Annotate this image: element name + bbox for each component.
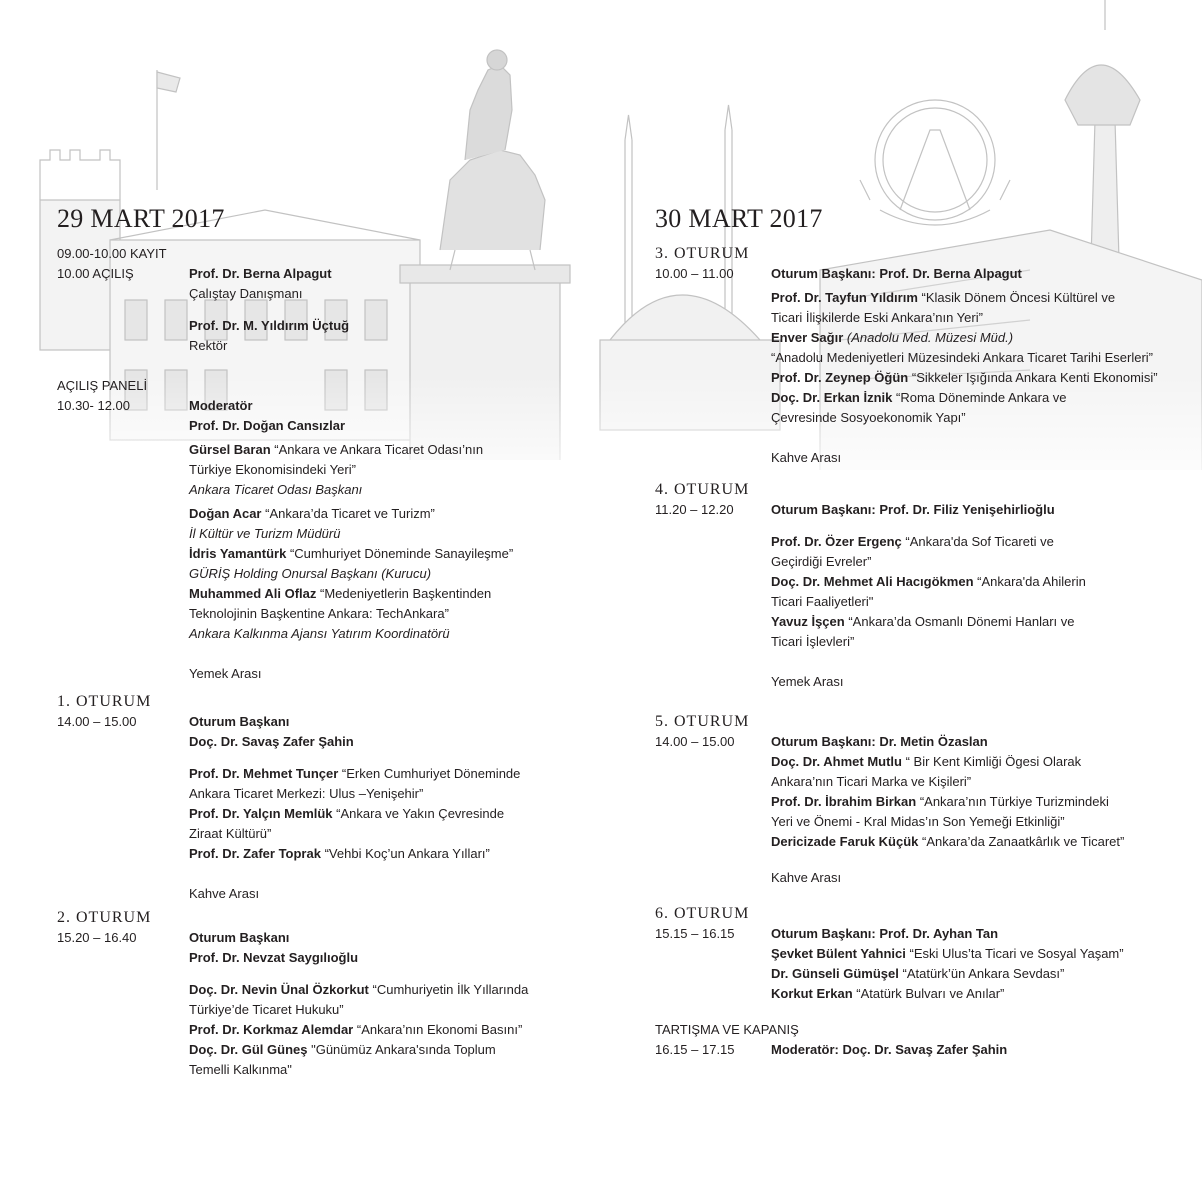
talk-title: Temelli Kalkınma"	[189, 1062, 292, 1077]
speaker-role: İl Kültür ve Turizm Müdürü	[189, 526, 341, 541]
talk-title: “Ankara’da Osmanlı Dönemi Hanları ve	[848, 614, 1075, 629]
speaker-name: Prof. Dr. M. Yıldırım Üçtuğ	[189, 318, 350, 333]
speaker-name: Doç. Dr. Ahmet Mutlu	[771, 754, 902, 769]
speaker-name: Prof. Dr. Berna Alpagut	[189, 266, 332, 281]
talk-title: “Atatürk Bulvarı ve Anılar”	[856, 986, 1005, 1001]
session-4-row	[655, 500, 1175, 692]
speaker-name: Prof. Dr. Zafer Toprak	[189, 846, 321, 861]
talk-title: “Roma Döneminde Ankara ve	[896, 390, 1067, 405]
talk-title: Çevresinde Sosyoekonomik Yapı”	[771, 410, 966, 425]
talk-title: Türkiye Ekonomisindeki Yeri”	[189, 462, 356, 477]
speaker-name: Prof. Dr. Mehmet Tunçer	[189, 766, 339, 781]
speaker-name: Dr. Günseli Gümüşel	[771, 966, 899, 981]
talk-title: “Sikkeler Işığında Ankara Kenti Ekonomisi”	[911, 370, 1158, 385]
session-time: 14.00 – 15.00	[57, 714, 137, 729]
closing-header-row	[655, 1020, 1175, 1040]
speaker-name: Doğan Acar	[189, 506, 262, 521]
speaker-role: Ankara Ticaret Odası Başkanı	[189, 482, 363, 497]
chair-name: Prof. Dr. Nevzat Saygılıoğlu	[189, 950, 359, 965]
session-6-row	[655, 924, 1175, 1004]
chair-label: Oturum Başkanı	[189, 714, 290, 729]
lunch-break: Yemek Arası	[771, 674, 844, 689]
chair-name: Doç. Dr. Savaş Zafer Şahin	[189, 734, 354, 749]
talk-title: Ankara Ticaret Merkezi: Ulus –Yenişehir”	[189, 786, 424, 801]
registration-row	[57, 244, 557, 264]
speaker-name: Prof. Dr. Zeynep Öğün	[771, 370, 909, 385]
session-time: 11.20 – 12.20	[655, 502, 734, 517]
talk-title: Ticari İşlevleri”	[771, 634, 855, 649]
talk-title: “Anadolu Medeniyetleri Müzesindeki Ankara Ticaret Tarihi Eserleri”	[771, 350, 1153, 365]
coffee-break: Kahve Arası	[771, 870, 842, 885]
session-time: 15.20 – 16.40	[57, 930, 137, 945]
talk-title: Geçirdiği Evreler”	[771, 554, 872, 569]
talk-title: “Ankara’da Zanaatkârlık ve Ticaret”	[922, 834, 1125, 849]
speaker-name: Prof. Dr. Özer Ergenç	[771, 534, 902, 549]
session-time: 15.15 – 16.15	[655, 926, 735, 941]
session-5-title: 5. OTURUM	[655, 713, 750, 730]
speaker-role: Çalıştay Danışmanı	[189, 286, 303, 301]
speaker-name: Gürsel Baran	[189, 442, 271, 457]
speaker-name: Prof. Dr. Tayfun Yıldırım	[771, 290, 918, 305]
session-3-row	[655, 264, 1175, 468]
speaker-name: Enver Sağır	[771, 330, 844, 345]
talk-title: Ticari İlişkilerde Eski Ankara’nın Yeri”	[771, 310, 983, 325]
day-1-column	[57, 204, 557, 1080]
talk-title: “ Bir Kent Kimliği Ögesi Olarak	[905, 754, 1082, 769]
chair-name: Oturum Başkanı: Dr. Metin Özaslan	[771, 734, 988, 749]
day-2-column	[655, 204, 1175, 1060]
talk-title: “Ankara'da Ahilerin	[977, 574, 1086, 589]
talk-title: “Ankara ve Yakın Çevresinde	[336, 806, 505, 821]
talk-title: Yeri ve Önemi - Kral Midas’ın Son Yemeği Etkinliği”	[771, 814, 1065, 829]
speaker-name: Şevket Bülent Yahnici	[771, 946, 906, 961]
session-2-row	[57, 928, 557, 1080]
talk-title: “Vehbi Koç’un Ankara Yılları”	[324, 846, 490, 861]
speaker-name: Muhammed Ali Oflaz	[189, 586, 317, 601]
talk-title: “Erken Cumhuriyet Döneminde	[341, 766, 521, 781]
talk-title: “Cumhuriyetin İlk Yıllarında	[372, 982, 529, 997]
closing-row	[655, 1040, 1175, 1060]
closing-moderator: Moderatör: Doç. Dr. Savaş Zafer Şahin	[771, 1042, 1008, 1057]
opening-label: 10.00 AÇILIŞ	[57, 266, 134, 281]
speaker-role: GÜRİŞ Holding Onursal Başkanı (Kurucu)	[189, 566, 432, 581]
speaker-name: Doç. Dr. Erkan İznik	[771, 390, 893, 405]
day-2-date: 30 MART 2017	[655, 204, 823, 233]
talk-title: Türkiye’de Ticaret Hukuku”	[189, 1002, 344, 1017]
speaker-name: Doç. Dr. Mehmet Ali Hacıgökmen	[771, 574, 974, 589]
lunch-break: Yemek Arası	[189, 666, 262, 681]
session-time: 14.00 – 15.00	[655, 734, 735, 749]
speaker-name: Doç. Dr. Nevin Ünal Özkorkut	[189, 982, 369, 997]
talk-title: “Ankara’nın Ekonomi Basını”	[356, 1022, 523, 1037]
session-6-title: 6. OTURUM	[655, 905, 750, 922]
session-3-title: 3. OTURUM	[655, 245, 750, 262]
chair-name: Oturum Başkanı: Prof. Dr. Filiz Yenişehirlioğlu	[771, 502, 1055, 517]
talk-title: “Atatürk’ün Ankara Sevdası”	[902, 966, 1065, 981]
session-time: 16.15 – 17.15	[655, 1042, 735, 1057]
speaker-role: Rektör	[189, 338, 228, 353]
panel-header-row	[57, 376, 557, 396]
speaker-name: Prof. Dr. Korkmaz Alemdar	[189, 1022, 354, 1037]
talk-title: Ticari Faaliyetleri"	[771, 594, 874, 609]
chair-name: Oturum Başkanı: Prof. Dr. Ayhan Tan	[771, 926, 999, 941]
talk-title: Ziraat Kültürü”	[189, 826, 272, 841]
speaker-name: Korkut Erkan	[771, 986, 853, 1001]
talk-title: Ankara’nın Ticari Marka ve Kişileri”	[771, 774, 972, 789]
session-5-row	[655, 732, 1175, 888]
talk-title: “Medeniyetlerin Başkentinden	[320, 586, 492, 601]
talk-title: “Cumhuriyet Döneminde Sanayileşme”	[289, 546, 514, 561]
panel-row	[57, 396, 557, 684]
talk-title: “Klasik Dönem Öncesi Kültürel ve	[921, 290, 1116, 305]
opening-row	[57, 264, 557, 356]
session-time: 10.00 – 11.00	[655, 266, 734, 281]
moderator-label: Moderatör	[189, 398, 253, 413]
talk-title: “Ankara’da Ticaret ve Turizm”	[265, 506, 435, 521]
speaker-name: Prof. Dr. Yalçın Memlük	[189, 806, 333, 821]
talk-title: “Ankara ve Ankara Ticaret Odası’nın	[274, 442, 484, 457]
speaker-name: İdris Yamantürk	[189, 546, 287, 561]
session-4-title: 4. OTURUM	[655, 481, 750, 498]
registration-label: 09.00-10.00 KAYIT	[57, 246, 167, 261]
chair-label: Oturum Başkanı	[189, 930, 290, 945]
speaker-name: Doç. Dr. Gül Güneş	[189, 1042, 308, 1057]
talk-title: “Eski Ulus’ta Ticari ve Sosyal Yaşam”	[909, 946, 1124, 961]
session-1-row	[57, 712, 557, 904]
speaker-name: Yavuz İşçen	[771, 614, 845, 629]
day-1-date: 29 MART 2017	[57, 204, 225, 233]
chair-name: Oturum Başkanı: Prof. Dr. Berna Alpagut	[771, 266, 1022, 281]
talk-title: “Ankara'da Sof Ticareti ve	[905, 534, 1054, 549]
speaker-role: Ankara Kalkınma Ajansı Yatırım Koordinatörü	[189, 626, 450, 641]
speaker-role: (Anadolu Med. Müzesi Müd.)	[846, 330, 1014, 345]
panel-label: AÇILIŞ PANELİ	[57, 378, 148, 393]
session-2-title: 2. OTURUM	[57, 909, 152, 926]
coffee-break: Kahve Arası	[771, 450, 842, 465]
talk-title: Teknolojinin Başkentine Ankara: TechAnkara”	[189, 606, 449, 621]
speaker-name: Dericizade Faruk Küçük	[771, 834, 919, 849]
moderator-name: Prof. Dr. Doğan Cansızlar	[189, 418, 346, 433]
speaker-name: Prof. Dr. İbrahim Birkan	[771, 794, 917, 809]
talk-title: “Ankara’nın Türkiye Turizmindeki	[919, 794, 1109, 809]
talk-title: "Günümüz Ankara'sında Toplum	[311, 1042, 496, 1057]
session-1-title: 1. OTURUM	[57, 693, 152, 710]
panel-time: 10.30- 12.00	[57, 398, 131, 413]
coffee-break: Kahve Arası	[189, 886, 260, 901]
closing-title: TARTIŞMA VE KAPANIŞ	[655, 1022, 799, 1037]
